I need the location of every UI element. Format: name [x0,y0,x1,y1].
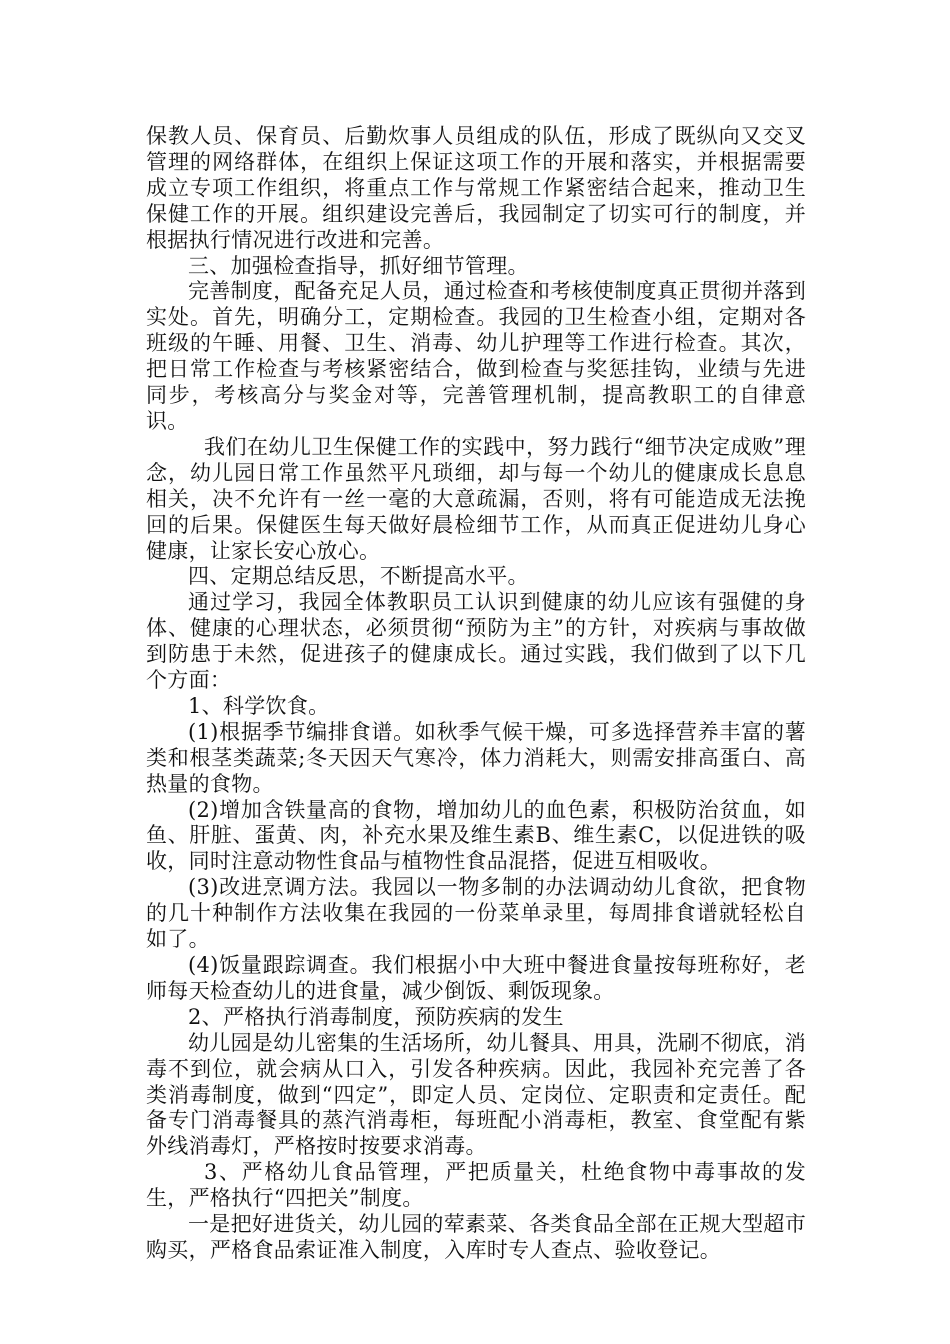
paragraph-diet-2: (2)增加含铁量高的食物，增加幼儿的血色素，积极防治贫血，如鱼、肝脏、蛋黄、肉，补充水果及维生素B、维生素C，以促进铁的吸收，同时注意动物性食品与植物性食品混搭，促进互相吸收。 [146,797,806,874]
paragraph-disinfection: 幼儿园是幼儿密集的生活场所，幼儿餐具、用具，洗刷不彻底，消毒不到位，就会病从口入，引发各种疾病。因此，我园补充完善了各类消毒制度，做到“四定”，即定人员、定岗位、定职责和定责任。配备专门消毒餐具的蒸汽消毒柜，每班配小消毒柜，教室、食堂配有紫外线消毒灯，严格按时按要求消毒。 [146,1030,806,1159]
paragraph-summary: 通过学习，我园全体教职员工认识到健康的幼儿应该有强健的身体、健康的心理状态，必须贯彻“预防为主”的方针，对疾病与事故做到防患于未然，促进孩子的健康成长。通过实践，我们做到了以下几个方面： [146,590,806,693]
paragraph-purchasing: 一是把好进货关，幼儿园的荤素菜、各类食品全部在正规大型超市购买，严格食品索证准入制度，入库时专人查点、验收登记。 [146,1212,806,1262]
heading-disinfection: 2、严格执行消毒制度，预防疾病的发生 [188,1004,564,1029]
heading-section-four: 四、定期总结反思，不断提高水平。 [188,564,529,589]
paragraph-inspection: 完善制度，配备充足人员，通过检查和考核使制度真正贯彻并落到实处。首先，明确分工，定期检查。我园的卫生检查小组，定期对各班级的午睡、用餐、卫生、消毒、幼儿护理等工作进行检查。其次，把日常工作检查与考核紧密结合，做到检查与奖惩挂钩，业绩与先进同步，考核高分与奖金对等，完善管理机制，提高教职工的自律意识。 [146,279,806,433]
heading-section-three: 三、加强检查指导，抓好细节管理。 [188,253,529,278]
paragraph-diet-1: (1)根据季节编排食谱。如秋季气候干燥，可多选择营养丰富的薯类和根茎类蔬菜;冬天因天气寒冷，体力消耗大，则需安排高蛋白、高热量的食物。 [146,719,806,796]
heading-food-management: 3、严格幼儿食品管理，严把质量关，杜绝食物中毒事故的发生，严格执行“四把关”制度。 [146,1160,806,1211]
paragraph-diet-4: (4)饭量跟踪调查。我们根据小中大班中餐进食量按每班称好，老师每天检查幼儿的进食量，减少倒饭、剩饭现象。 [146,953,806,1003]
document-body [146,124,806,1264]
paragraph-diet-3: (3)改进烹调方法。我园以一物多制的办法调动幼儿食欲，把食物的几十种制作方法收集在我园的一份菜单录里，每周排食谱就轻松自如了。 [146,875,806,952]
heading-diet: 1、科学饮食。 [188,693,330,718]
paragraph-organization: 保教人员、保育员、后勤炊事人员组成的队伍，形成了既纵向又交叉管理的网络群体，在组织上保证这项工作的开展和落实，并根据需要成立专项工作组织，将重点工作与常规工作紧密结合起来，推动卫生保健工作的开展。组织建设完善后，我园制定了切实可行的制度，并根据执行情况进行改进和完善。 [146,124,806,252]
paragraph-details: 我们在幼儿卫生保健工作的实践中，努力践行“细节决定成败”理念，幼儿园日常工作虽然平凡琐细，却与每一个幼儿的健康成长息息相关，决不允许有一丝一毫的大意疏漏，否则，将有可能造成无法挽回的后果。保健医生每天做好晨检细节工作，从而真正促进幼儿身心健康，让家长安心放心。 [146,434,806,563]
